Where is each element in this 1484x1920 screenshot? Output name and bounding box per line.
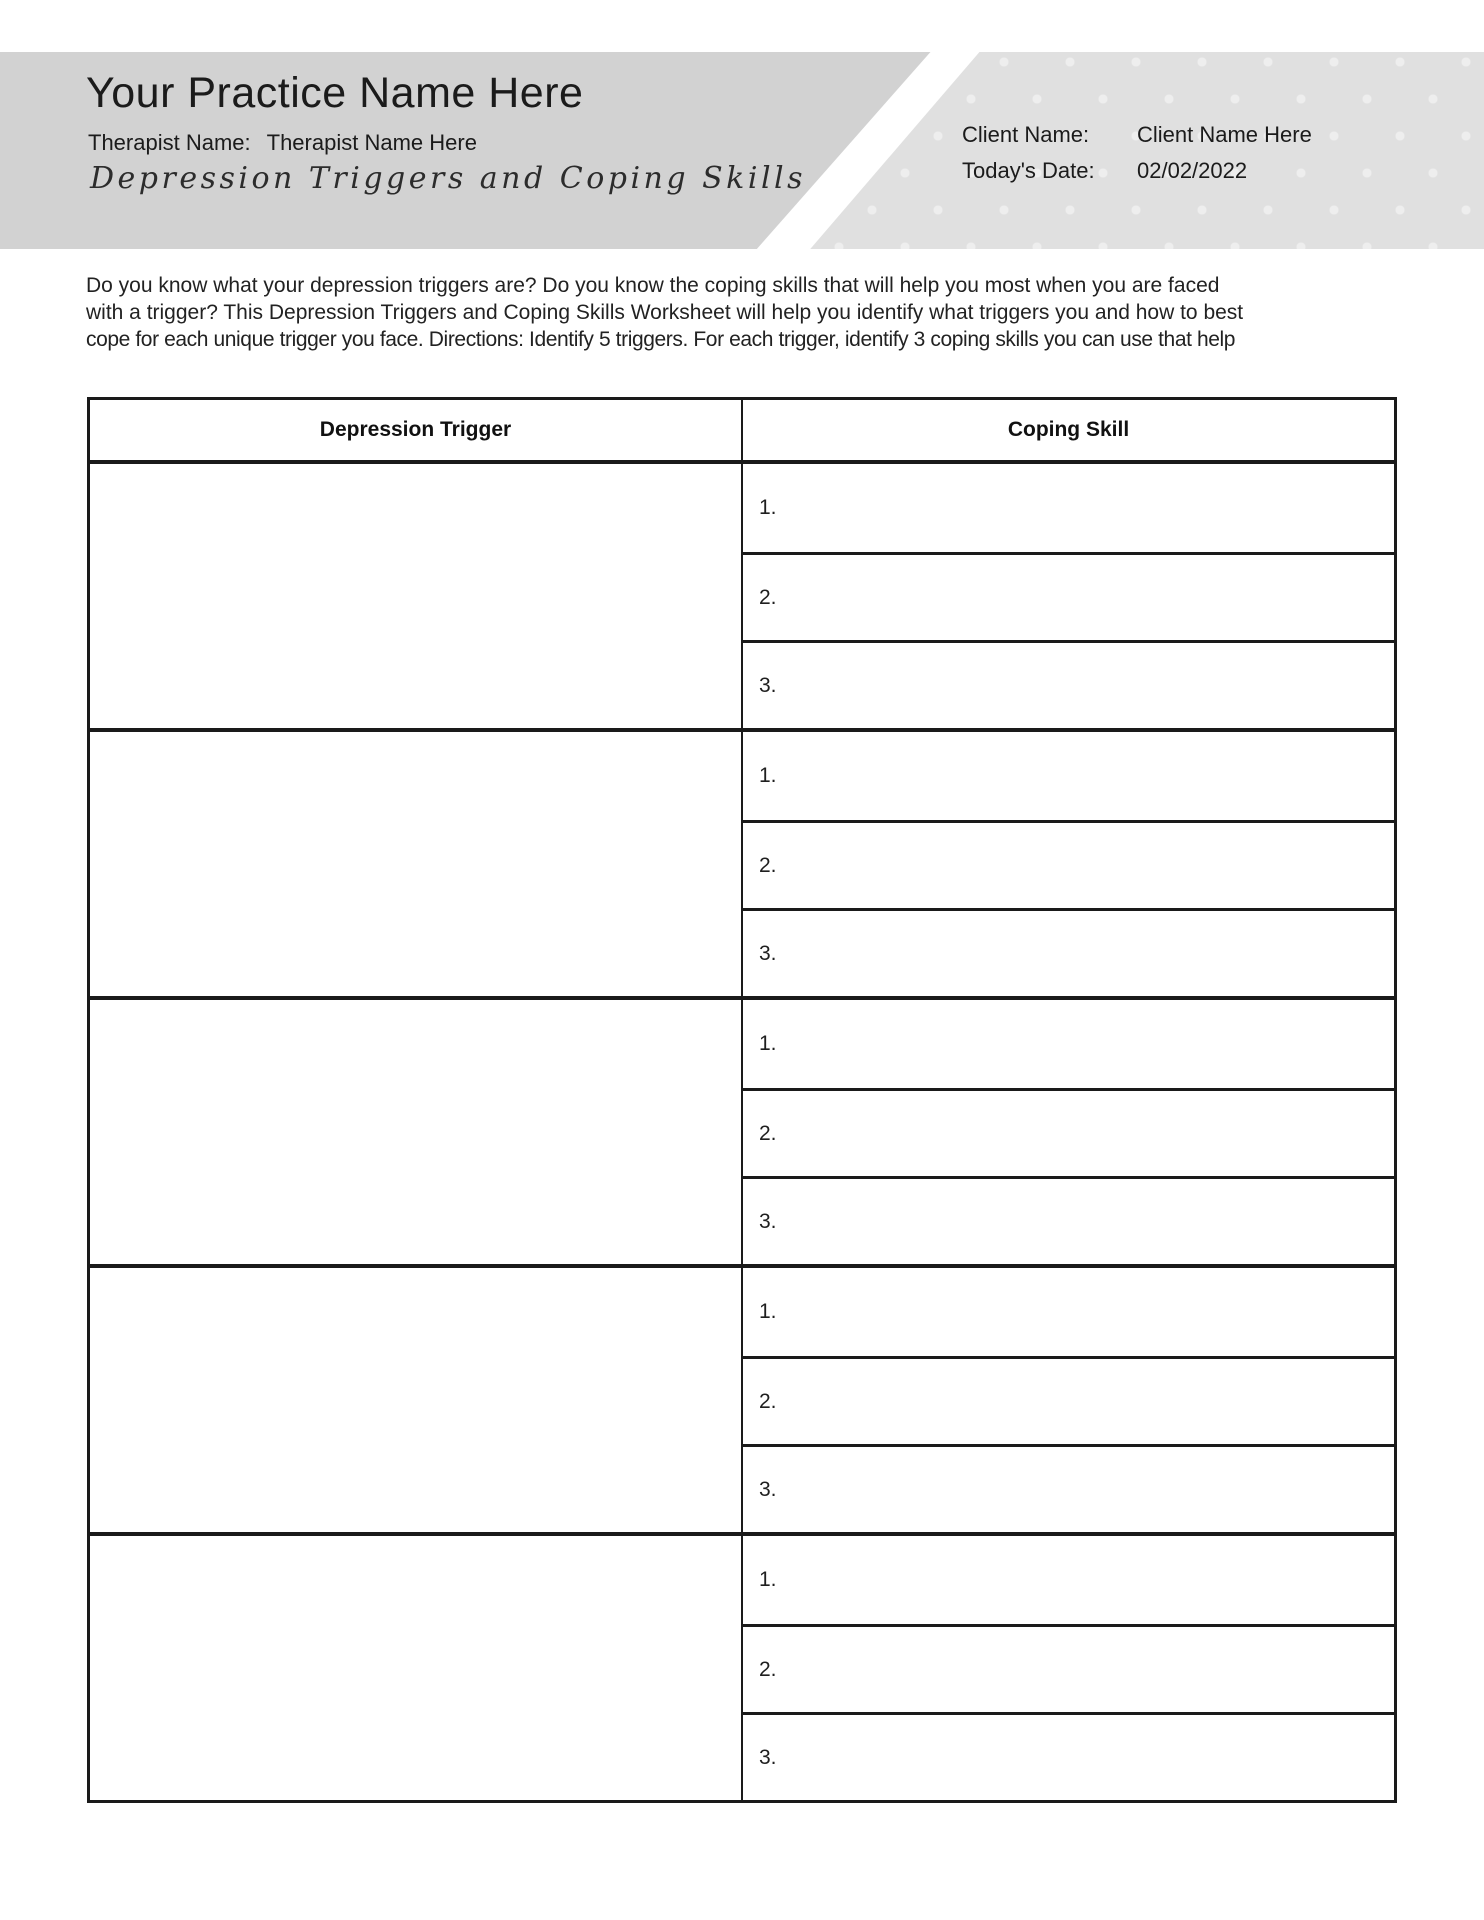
worksheet-title: Depression Triggers and Coping Skills [90,161,807,196]
coping-skill-cell[interactable] [743,464,1394,552]
therapist-name-label: Therapist Name: [88,130,251,155]
coping-skill-cell[interactable] [743,908,1394,996]
coping-skill-cell[interactable] [743,1268,1394,1356]
coping-skill-cell[interactable] [743,1536,1394,1624]
coping-skill-number: 3. [759,1209,777,1233]
coping-skill-number: 3. [759,1745,777,1769]
trigger-group-4 [90,1264,1394,1532]
column-header-coping-skill: Coping Skill [1007,418,1130,441]
coping-skill-number: 2. [759,1389,777,1413]
trigger-table [87,397,1397,1803]
coping-skill-number: 1. [759,764,777,787]
intro-line: with a trigger? This Depression Triggers and Coping Skills Worksheet will help you identify what triggers you and how to best [86,301,1244,324]
coping-skill-cell[interactable] [743,1444,1394,1532]
coping-skill-number: 1. [759,1032,777,1055]
coping-skill-cell[interactable] [743,820,1394,908]
column-header-depression-trigger: Depression Trigger [90,400,743,460]
coping-skill-number: 1. [759,496,777,519]
coping-skill-number: 3. [759,673,777,697]
coping-skill-cell[interactable] [743,1088,1394,1176]
coping-skill-number: 3. [759,1477,777,1501]
coping-skill-column [743,732,1394,996]
trigger-group-2 [90,728,1394,996]
intro-paragraph [86,272,1412,353]
coping-skill-column [743,1268,1394,1532]
trigger-input-cell[interactable] [90,1000,743,1264]
coping-skill-column [743,464,1394,728]
coping-skill-number: 2. [759,1657,777,1681]
therapist-line [88,130,477,156]
trigger-group-5 [90,1532,1394,1800]
header-band [0,52,1484,249]
coping-skill-cell[interactable] [743,552,1394,640]
trigger-input-cell[interactable] [90,1536,743,1800]
trigger-input-cell[interactable] [90,1268,743,1532]
trigger-group-1 [90,464,1394,728]
coping-skill-number: 2. [759,1121,777,1145]
coping-skill-column [743,1000,1394,1264]
coping-skill-cell[interactable] [743,640,1394,728]
trigger-input-cell[interactable] [90,732,743,996]
coping-skill-cell[interactable] [743,732,1394,820]
trigger-input-cell[interactable] [90,464,743,728]
practice-name: Your Practice Name Here [86,69,584,117]
coping-skill-column [743,1536,1394,1800]
client-name-label: Client Name: [962,122,1090,147]
table-header-row [90,400,1394,464]
coping-skill-number: 1. [759,1568,777,1591]
client-name-value: Client Name Here [1137,122,1312,147]
coping-skill-number: 2. [759,585,777,609]
client-info [962,122,1312,184]
coping-skill-cell[interactable] [743,1712,1394,1800]
todays-date-label: Today's Date: [962,158,1095,183]
coping-skill-cell[interactable] [743,1624,1394,1712]
trigger-group-3 [90,996,1394,1264]
coping-skill-number: 2. [759,853,777,877]
todays-date-value: 02/02/2022 [1137,158,1248,183]
intro-line: Do you know what your depression triggers are? Do you know the coping skills that will help you most when you are faced [86,274,1220,297]
coping-skill-number: 1. [759,1300,777,1323]
coping-skill-cell[interactable] [743,1356,1394,1444]
coping-skill-number: 3. [759,941,777,965]
coping-skill-cell[interactable] [743,1176,1394,1264]
coping-skill-cell[interactable] [743,1000,1394,1088]
intro-line: cope for each unique trigger you face. Directions: Identify 5 triggers. For each trigger, identify 3 coping skills you can use that help [86,328,1236,351]
therapist-name-value: Therapist Name Here [266,130,477,155]
